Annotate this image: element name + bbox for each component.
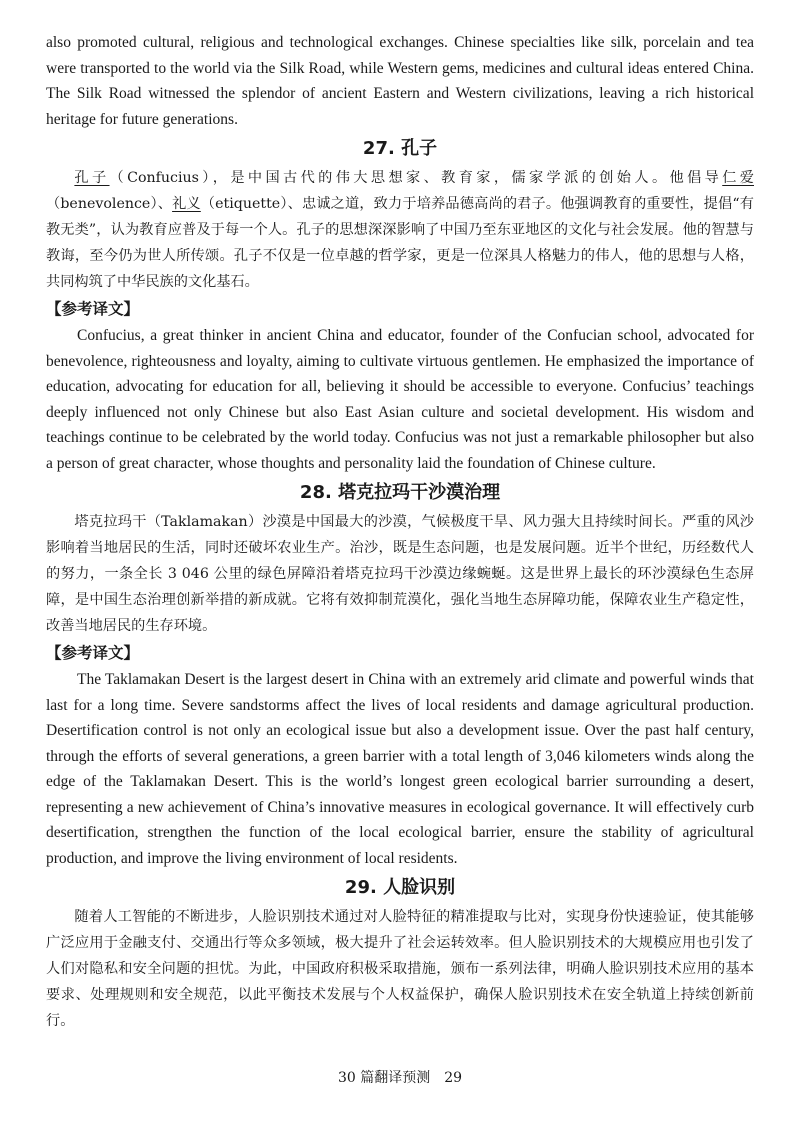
section-heading-taklamakan: 28. 塔克拉玛干沙漠治理 [299,482,501,503]
section-heading-face-recognition: 29. 人脸识别 [344,877,456,898]
text-segment: （etiquette）、忠诚之道，致力于培养品德高尚的君子。他强调教育的重要性，提倡“有教无类”，认为教育应普及于每一个人。孔子的思想深深影响了中国乃至东亚地区的文化与社会发展。他的智慧与教诲，至今仍为世人所传颂。孔子不仅是一位卓越的哲学家，更是一位深具人格魅力的伟人，他的思想与人格，共同构筑了中华民族的文化基石。 [46,196,754,290]
term-confucius: 孔子 [74,170,110,186]
intro-paragraph-en: also promoted cultural, religious and technological exchanges. Chinese specialties like silk, porcelain and tea were transported to the world via the Silk Road, while Western gems, medicines and cultural ideas entered China. The Silk Road witnessed the splendor of ancient Eastern and Western civilizations, leaving a rich historical heritage for future generations. [46,34,754,128]
text-segment: （Confucius），是中国古代的伟大思想家、教育家，儒家学派的创始人。他倡导 [109,170,723,186]
translation-paragraph-taklamakan: The Taklamakan Desert is the largest desert in China with an extremely arid climate and powerful winds that last for a long time. Severe sandstorms affect the lives of local residents and damage agricultural production. Desertification control is not only an ecological issue but also a development issue. Over the past half century, through the efforts of several generations, a green barrier with a total length of 3,046 kilometers winds along the edge of the Taklamakan Desert. This is the world’s longest green ecological barrier surrounding a desert, representing a new achievement of China’s innovative measures in ecological governance. It will effectively curb desertification, strengthen the function of the local ecological barrier, ensure the stability of agricultural production, and improve the living environment of local residents. [46,671,754,867]
source-paragraph-confucius [46,165,754,295]
reference-translation-label: 【参考译文】 [46,644,140,662]
page-footer: 30 篇翻译预测 29 [337,1070,463,1086]
reference-translation-label: 【参考译文】 [46,300,140,318]
translation-paragraph-confucius: Confucius, a great thinker in ancient China and educator, founder of the Confucian school, advocated for benevolence, righteousness and loyalty, aiming to cultivate virtuous gentlemen. He emphasized the importance of education, advocating for education for all, believing it should be accessible to everyone. Confucius’ teachings deeply influenced not only Chinese but also East Asian culture and societal development. His wisdom and teachings continue to be celebrated by the world today. Confucius was not just a remarkable philosopher but also a person of great character, whose thoughts and personality laid the foundation of Chinese culture. [46,327,754,472]
section-heading-confucius: 27. 孔子 [362,138,438,159]
text-segment: （benevolence）、 [46,196,173,212]
source-paragraph-face-recognition: 随着人工智能的不断进步，人脸识别技术通过对人脸特征的精准提取与比对，实现身份快速验证，使其能够广泛应用于金融支付、交通出行等众多领域，极大提升了社会运转效率。但人脸识别技术的大规模应用也引发了人们对隐私和安全问题的担忧。为此，中国政府积极采取措施，颁布一系列法律，明确人脸识别技术应用的基本要求、处理规则和安全规范，以此平衡技术发展与个人权益保护，确保人脸识别技术在安全轨道上持续创新前行。 [46,909,754,1029]
source-paragraph-taklamakan: 塔克拉玛干（Taklamakan）沙漠是中国最大的沙漠，气候极度干旱、风力强大且持续时间长。严重的风沙影响着当地居民的生活，同时还破坏农业生产。治沙，既是生态问题，也是发展问题。近半个世纪，历经数代人的努力，一条全长 3 046 公里的绿色屏障沿着塔克拉玛干沙漠边缘蜿蜒。这是世界上最长的环沙漠绿色生态屏障，是中国生态治理创新举措的新成就。它将有效抑制荒漠化，强化当地生态屏障功能，保障农业生产稳定性，改善当地居民的生存环境。 [46,514,754,634]
term-benevolence: 仁爱 [722,170,754,186]
term-etiquette: 礼义 [172,196,201,212]
